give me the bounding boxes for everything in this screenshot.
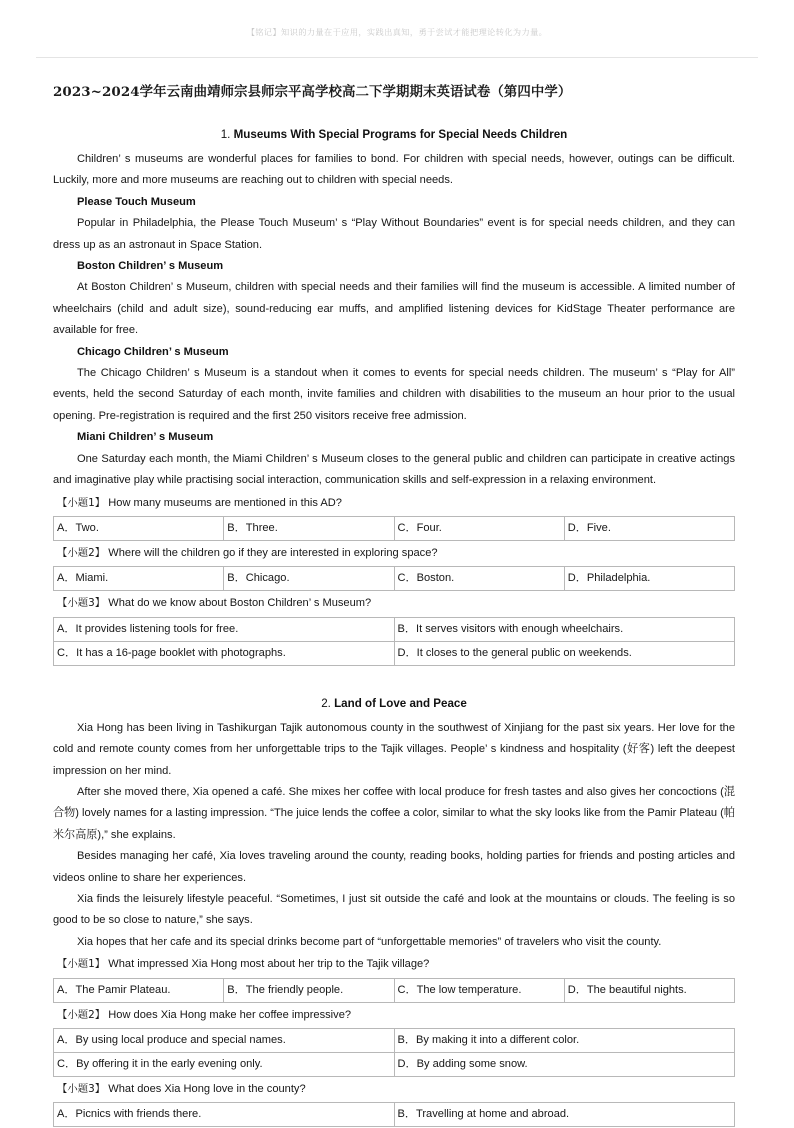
passage-title-text: Museums With Special Programs for Special Needs Children <box>233 128 568 141</box>
passage-subheading: Miani Children’ s Museum <box>77 431 214 444</box>
passage-subheading: Boston Children’ s Museum <box>77 260 224 273</box>
question-stem <box>53 542 735 566</box>
question-stem <box>53 492 735 516</box>
answer-option-cell[interactable]: A．By using local produce and special names. <box>54 1029 395 1053</box>
answer-option-cell[interactable]: C．Four. <box>394 516 564 540</box>
answer-option-cell[interactable]: B．By making it into a different color. <box>394 1029 735 1053</box>
answer-option-cell[interactable]: D．It closes to the general public on weekends. <box>394 641 735 665</box>
answer-options-table <box>53 1028 735 1077</box>
question-stem-text: What do we know about Boston Children’ s Museum? <box>108 597 372 610</box>
question-stem-text: What does Xia Hong love in the county? <box>108 1083 306 1095</box>
passage-paragraph: Xia Hong has been living in Tashikurgan Tajik autonomous county in the southwest of Xinjiang for the past six years. Her love for the cold and remote county comes from her unforgettable trips to the Tajik villages. People’ s kindness and hospitality (好客) left the deepest impression on her mind. <box>53 721 735 777</box>
passage-subheading: Please Touch Museum <box>77 195 196 208</box>
passage-paragraph: Children’ s museums are wonderful places for families to bond. For children with special needs, however, outings can be difficult. Luckily, more and more museums are reaching out to children with special needs. <box>53 153 735 187</box>
table-row <box>54 641 735 665</box>
answer-option-cell[interactable]: D．The beautiful nights. <box>564 978 734 1002</box>
question-stem <box>53 953 735 977</box>
answer-option-cell[interactable]: A．The Pamir Plateau. <box>54 978 224 1002</box>
answer-option-cell[interactable]: B．It serves visitors with enough wheelchairs. <box>394 617 735 641</box>
passage-paragraph: At Boston Children’ s Museum, children with special needs and their families will find the museum is accessible. A limited number of wheelchairs (child and adult size), sound-reducing ear muffs, and amplified listening devices for KidStage Theater performance are available for free. <box>53 281 735 337</box>
passage-title <box>53 693 735 714</box>
answer-option-cell[interactable]: D．Philadelphia. <box>564 567 734 591</box>
passage-paragraph: After she moved there, Xia opened a café. She mixes her coffee with local produce for fresh tastes and also gives her concoctions (混合物) lovely names for a lasting impression. “The juice lends the coffee a color, similar to what the sky looks like from the Pamir Plateau (帕米尔高原),” she explains. <box>53 785 735 841</box>
answer-options-table <box>53 566 735 591</box>
passage <box>53 693 735 1128</box>
answer-option-cell[interactable]: A．Two. <box>54 516 224 540</box>
table-row <box>54 567 735 591</box>
table-row <box>54 617 735 641</box>
document-content <box>53 82 735 1128</box>
answer-option-cell[interactable]: A．Picnics with friends there. <box>54 1103 395 1127</box>
answer-option-cell[interactable]: B．The friendly people. <box>224 978 394 1002</box>
passage-paragraph: Xia finds the leisurely lifestyle peaceful. “Sometimes, I just sit outside the café and look at the mountains or clouds. The feeling is so good to be so close to nature,” she says. <box>53 892 735 927</box>
passage-paragraph: One Saturday each month, the Miami Children’ s Museum closes to the general public and children can participate in creative actings and imaginative play while practising social interaction, communication skills and self-expression in a relaxing environment. <box>53 452 735 487</box>
question-stem <box>53 592 735 616</box>
passage-spacer <box>53 667 735 693</box>
answer-option-cell[interactable]: B．Three. <box>224 516 394 540</box>
answer-option-cell[interactable]: A．It provides listening tools for free. <box>54 617 395 641</box>
passage-title <box>53 124 735 145</box>
passage-paragraph: Xia hopes that her cafe and its special drinks become part of “unforgettable memories” of travelers who visit the county. <box>77 935 662 948</box>
answer-options-table <box>53 617 735 666</box>
question-stem <box>53 1004 735 1028</box>
table-row <box>54 1103 735 1127</box>
passage-subheading: Chicago Children’ s Museum <box>77 345 229 358</box>
question-number-label: 【小题3】 <box>57 1083 106 1095</box>
passage <box>53 124 735 666</box>
answer-option-cell[interactable]: B．Chicago. <box>224 567 394 591</box>
answer-option-cell[interactable]: D．Five. <box>564 516 734 540</box>
question-stem <box>53 1078 735 1102</box>
question-number-label: 【小题1】 <box>57 958 106 971</box>
answer-options-table <box>53 516 735 541</box>
passage-number: 2. <box>321 696 331 710</box>
question-number-label: 【小题2】 <box>57 546 106 559</box>
table-row <box>54 978 735 1002</box>
page-running-header <box>36 26 758 58</box>
question-number-label: 【小题2】 <box>57 1008 106 1021</box>
passage-paragraph: Popular in Philadelphia, the Please Touch Museum’ s “Play Without Boundaries” event is for special needs children, and they can dress up as an astronaut in Space Station. <box>53 217 735 251</box>
header-watermark-text: 【铭记】知识的力量在于应用，实践出真知，勇于尝试才能把理论转化为力量。 <box>246 27 548 37</box>
answer-option-cell[interactable]: B．Travelling at home and abroad. <box>394 1103 735 1127</box>
question-number-label: 【小题1】 <box>57 496 106 509</box>
header-divider <box>36 57 758 58</box>
answer-option-cell[interactable]: A．Miami. <box>54 567 224 591</box>
answer-option-cell[interactable]: C．It has a 16-page booklet with photographs. <box>54 641 395 665</box>
answer-options-table <box>53 978 735 1003</box>
question-stem-text: What impressed Xia Hong most about her trip to the Tajik village? <box>108 958 430 971</box>
table-row <box>54 516 735 540</box>
question-stem-text: How many museums are mentioned in this AD? <box>108 496 342 509</box>
answer-option-cell[interactable]: C．The low temperature. <box>394 978 564 1002</box>
passage-number: 1. <box>220 128 231 141</box>
passage-title-text: Land of Love and Peace <box>334 696 467 710</box>
table-row <box>54 1029 735 1053</box>
page-title: 2023~2024学年云南曲靖师宗县师宗平高学校高二下学期期末英语试卷（第四中学） <box>53 84 572 100</box>
question-stem-text: How does Xia Hong make her coffee impressive? <box>108 1008 352 1021</box>
table-row <box>54 1053 735 1077</box>
passage-paragraph: Besides managing her café, Xia loves traveling around the county, reading books, holding parties for friends and posting articles and videos online to share her experiences. <box>53 850 735 884</box>
answer-option-cell[interactable]: C．By offering it in the early evening only. <box>54 1053 395 1077</box>
answer-option-cell[interactable]: C．Boston. <box>394 567 564 591</box>
question-stem-text: Where will the children go if they are interested in exploring space? <box>108 546 438 559</box>
question-number-label: 【小题3】 <box>57 597 106 610</box>
passage-paragraph: The Chicago Children’ s Museum is a standout when it comes to events for special needs children. The museum’ s “Play for All” events, held the second Saturday of each month, invite families and children with disabilities to the museum an hour prior to the usual opening. Pre-registration is required and the first 250 visitors receive free admission. <box>53 367 735 422</box>
passage-list <box>53 124 735 1127</box>
answer-option-cell[interactable]: D．By adding some snow. <box>394 1053 735 1077</box>
